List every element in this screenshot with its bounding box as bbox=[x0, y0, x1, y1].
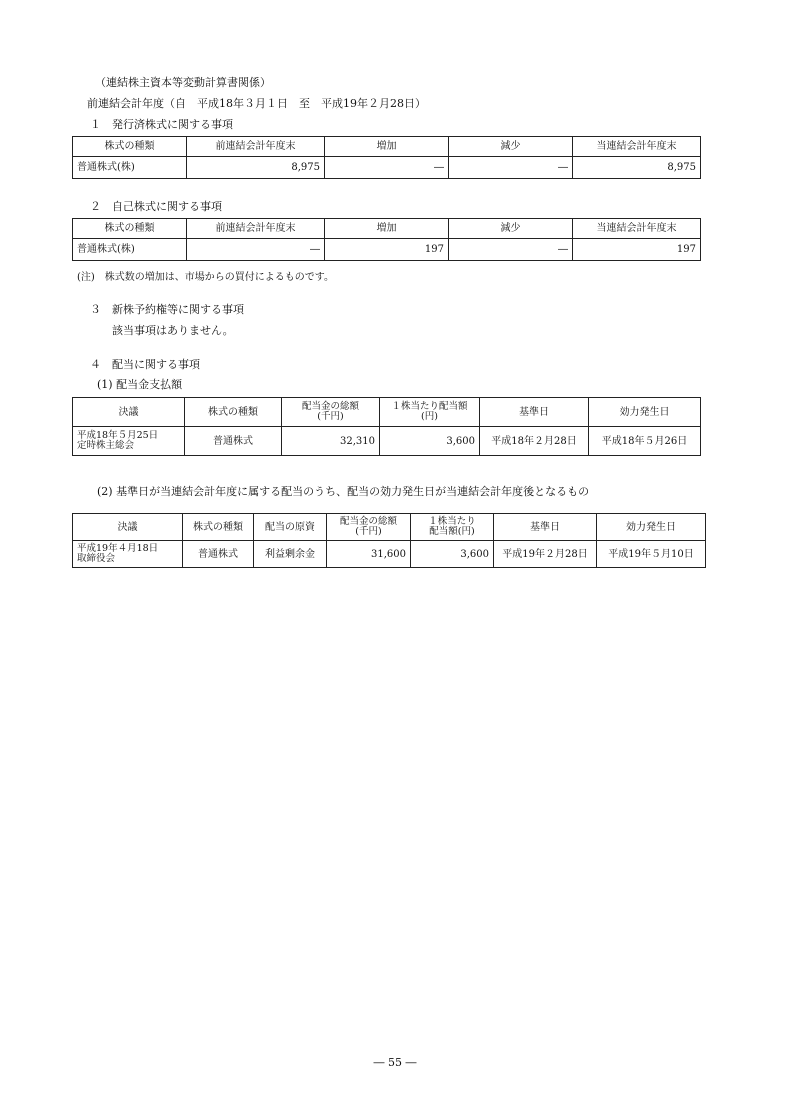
header-cell: 当連結会計年度末 bbox=[573, 219, 701, 239]
issued-shares-table bbox=[72, 136, 701, 179]
header-cell: １株当たり配当額 (円) bbox=[380, 398, 480, 427]
section2-title: ２ 自己株式に関する事項 bbox=[90, 200, 222, 213]
table-cell: 平成18年２月28日 bbox=[480, 427, 589, 456]
header-cell: 基準日 bbox=[494, 514, 597, 541]
table-cell: 197 bbox=[325, 239, 449, 261]
header-cell: 効力発生日 bbox=[589, 398, 701, 427]
table-cell: 31,600 bbox=[327, 541, 411, 568]
section1-title: １ 発行済株式に関する事項 bbox=[90, 118, 233, 131]
header-cell: 決議 bbox=[73, 398, 185, 427]
header-cell: 配当金の総額 (千円) bbox=[327, 514, 411, 541]
table-cell: 普通株式 bbox=[185, 427, 282, 456]
header-cell: 増加 bbox=[325, 219, 449, 239]
header-cell: 株式の種類 bbox=[185, 398, 282, 427]
header-cell: １株当たり 配当額(円) bbox=[411, 514, 494, 541]
table-cell: 8,975 bbox=[187, 157, 325, 179]
header-cell: 前連結会計年度末 bbox=[187, 137, 325, 157]
table-cell: 平成18年５月25日 定時株主総会 bbox=[73, 427, 185, 456]
table-cell: 平成19年４月18日 取締役会 bbox=[73, 541, 183, 568]
header-cell: 株式の種類 bbox=[183, 514, 254, 541]
table-cell: 平成19年２月28日 bbox=[494, 541, 597, 568]
table-cell: 平成18年５月26日 bbox=[589, 427, 701, 456]
header-cell: 減少 bbox=[449, 137, 573, 157]
table-cell: 8,975 bbox=[573, 157, 701, 179]
header-cell: 基準日 bbox=[480, 398, 589, 427]
header-cell: 株式の種類 bbox=[73, 137, 187, 157]
header-cell: 減少 bbox=[449, 219, 573, 239]
table-cell: 利益剰余金 bbox=[254, 541, 327, 568]
section3-body: 該当事項はありません。 bbox=[112, 324, 234, 337]
table-cell: ― bbox=[325, 157, 449, 179]
sub1-title: (1) 配当金支払額 bbox=[97, 378, 183, 391]
table-cell: ― bbox=[187, 239, 325, 261]
table-cell: 普通株式(株) bbox=[73, 239, 187, 261]
table-cell: 普通株式(株) bbox=[73, 157, 187, 179]
table-cell: 3,600 bbox=[411, 541, 494, 568]
section2-note: (注) 株式数の増加は、市場からの買付によるものです。 bbox=[77, 272, 335, 283]
dividend-after-period-table bbox=[72, 513, 706, 568]
header-cell: 決議 bbox=[73, 514, 183, 541]
section-heading: （連結株主資本等変動計算書関係） bbox=[95, 76, 271, 89]
dividend-paid-table bbox=[72, 397, 701, 456]
header-cell: 配当金の総額 (千円) bbox=[282, 398, 380, 427]
header-cell: 増加 bbox=[325, 137, 449, 157]
header-cell: 効力発生日 bbox=[597, 514, 706, 541]
period-line: 前連結会計年度（自 平成18年３月１日 至 平成19年２月28日） bbox=[87, 97, 426, 110]
sub2-title: (2) 基準日が当連結会計年度に属する配当のうち、配当の効力発生日が当連結会計年度後となるもの bbox=[97, 485, 590, 498]
table-cell: ― bbox=[449, 239, 573, 261]
header-cell: 株式の種類 bbox=[73, 219, 187, 239]
table-cell: 197 bbox=[573, 239, 701, 261]
table-cell: 3,600 bbox=[380, 427, 480, 456]
section4-title: ４ 配当に関する事項 bbox=[90, 358, 200, 371]
table-cell: ― bbox=[449, 157, 573, 179]
section3-title: ３ 新株予約権等に関する事項 bbox=[90, 303, 244, 316]
table-cell: 普通株式 bbox=[183, 541, 254, 568]
header-cell: 当連結会計年度末 bbox=[573, 137, 701, 157]
table-cell: 32,310 bbox=[282, 427, 380, 456]
treasury-shares-table bbox=[72, 218, 701, 261]
page-number: ― 55 ― bbox=[373, 1056, 417, 1069]
header-cell: 配当の原資 bbox=[254, 514, 327, 541]
table-cell: 平成19年５月10日 bbox=[597, 541, 706, 568]
header-cell: 前連結会計年度末 bbox=[187, 219, 325, 239]
